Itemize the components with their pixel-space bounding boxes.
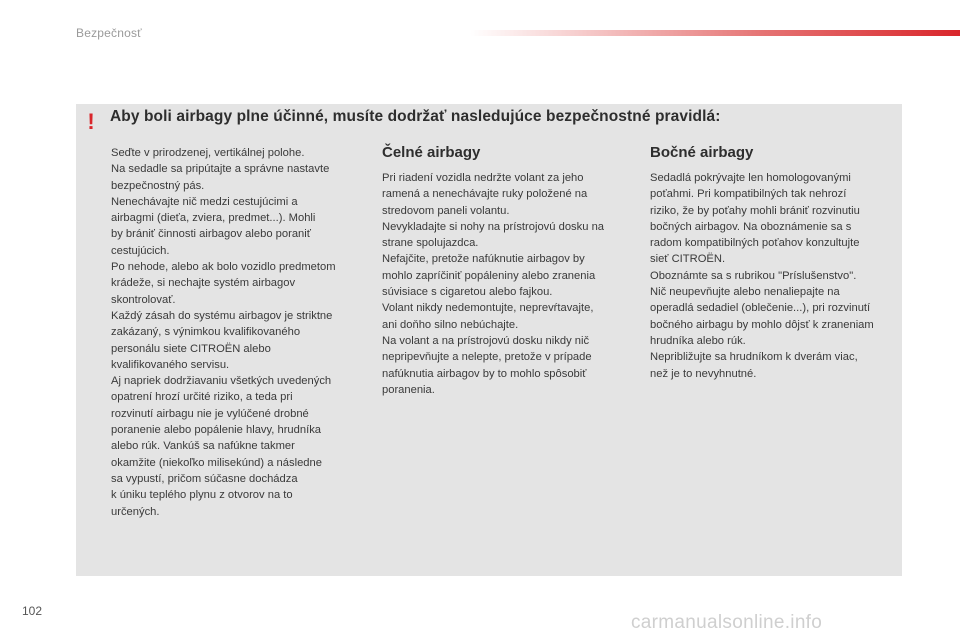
text-line: radom kompatibilných poťahov konzultujte: [650, 237, 860, 250]
text-line: stredovom paneli volantu.: [382, 204, 510, 217]
general-rules-column: [111, 145, 361, 520]
text-line: ramená a nenechávajte ruky položené na: [382, 188, 588, 201]
text-line: operadlá sedadiel (oblečenie...), pri rozvinutí: [650, 302, 871, 315]
watermark: carmanualsonline.info: [631, 612, 823, 633]
text-line: k úniku teplého plynu z otvorov na to: [111, 489, 293, 502]
text-line: ani doňho silno nebúchajte.: [382, 318, 519, 331]
text-line: poranenia.: [382, 383, 435, 396]
text-line: Na volant a na prístrojovú dosku nikdy nič: [382, 334, 590, 347]
text-line: Na sedadle sa pripútajte a správne nastavte: [111, 163, 330, 176]
text-line: než je to nevyhnutné.: [650, 367, 757, 380]
text-line: sieť CITROËN.: [650, 253, 726, 266]
page-number: 102: [22, 604, 43, 618]
text-line: Každý zásah do systému airbagov je striktne: [111, 309, 333, 322]
text-line: Volant nikdy nedemontujte, neprevŕtavajte,: [382, 302, 594, 315]
front-airbags-column: [382, 142, 632, 398]
text-line: bočného airbagu by mohlo dôjsť k zraneniam: [650, 318, 874, 331]
text-line: rozvinutí airbagu nie je vylúčené drobné: [111, 407, 309, 420]
text-line: Nenechávajte nič medzi cestujúcimi a: [111, 195, 298, 208]
text-line: Sedadlá pokrývajte len homologovanými: [650, 172, 851, 184]
text-line: opatrení hrozí určité riziko, a teda pri: [111, 391, 293, 404]
text-line: Nepribližujte sa hrudníkom k dverám viac,: [650, 351, 858, 364]
text-line: personálu siete CITROËN alebo: [111, 342, 271, 355]
text-line: Nič neupevňujte alebo nenaliepajte na: [650, 286, 840, 299]
text-line: poranenie alebo popálenie hlavy, hrudníka: [111, 424, 322, 437]
text-line: Nefajčite, pretože nafúknutie airbagov by: [382, 253, 585, 266]
text-line: poťahmi. Pri kompatibilných tak nehrozí: [650, 188, 847, 201]
text-line: kvalifikovaného servisu.: [111, 358, 230, 371]
text-line: Oboznámte sa s rubrikou "Príslušenstvo".: [650, 269, 857, 282]
text-line: bočných airbagov. Na oboznámenie sa s: [650, 220, 852, 233]
text-line: nafúknutia airbagov by to mohlo spôsobiť: [382, 367, 587, 380]
header-accent-bar: [470, 30, 960, 36]
front-airbags-title: Čelné airbagy: [382, 144, 481, 161]
general-rules-text: [111, 145, 361, 520]
text-line: súvisiace s cigaretou alebo fajkou.: [382, 286, 553, 299]
text-line: riziko, že by poťahy mohli brániť rozvinutiu: [650, 204, 860, 217]
text-line: Pri riadení vozidla nedržte volant za jeho: [382, 172, 584, 184]
text-line: zakázaný, s výnimkou kvalifikovaného: [111, 326, 301, 339]
text-line: Nevykladajte si nohy na prístrojovú dosku na: [382, 220, 605, 233]
side-airbags-column: [650, 142, 900, 382]
text-line: Po nehode, alebo ak bolo vozidlo predmetom: [111, 261, 336, 274]
text-line: strane spolujazdca.: [382, 237, 479, 250]
side-airbags-text: [650, 170, 900, 382]
front-airbags-text: [382, 170, 632, 398]
text-line: alebo rúk. Vankúš sa nafúkne takmer: [111, 440, 295, 453]
text-line: bezpečnostný pás.: [111, 179, 205, 192]
text-line: airbagmi (dieťa, zviera, predmet...). Mohli: [111, 212, 316, 225]
text-line: Seďte v prirodzenej, vertikálnej polohe.: [111, 147, 305, 159]
text-line: sa vypustí, pričom súčasne dochádza: [111, 472, 298, 485]
text-line: krádeže, si nechajte systém airbagov: [111, 277, 296, 290]
text-line: hrudníka alebo rúk.: [650, 334, 746, 347]
text-line: okamžite (niekoľko milisekúnd) a následne: [111, 456, 322, 469]
text-line: skontrolovať.: [111, 293, 176, 306]
text-line: určených.: [111, 505, 160, 518]
side-airbags-title: Bočné airbagy: [650, 144, 754, 161]
text-line: mohlo zapríčiniť popáleniny alebo zranenia: [382, 269, 596, 282]
text-line: Aj napriek dodržiavaniu všetkých uvedených: [111, 375, 332, 388]
section-title: Bezpečnosť: [76, 26, 142, 40]
text-line: nepripevňujte a nelepte, pretože v prípade: [382, 351, 592, 364]
panel-heading: Aby boli airbagy plne účinné, musíte dodržať nasledujúce bezpečnostné pravidlá:: [110, 108, 721, 125]
text-line: cestujúcich.: [111, 244, 170, 257]
text-line: by brániť činnosti airbagov alebo poraniť: [111, 228, 311, 241]
warning-icon: !: [87, 109, 95, 134]
